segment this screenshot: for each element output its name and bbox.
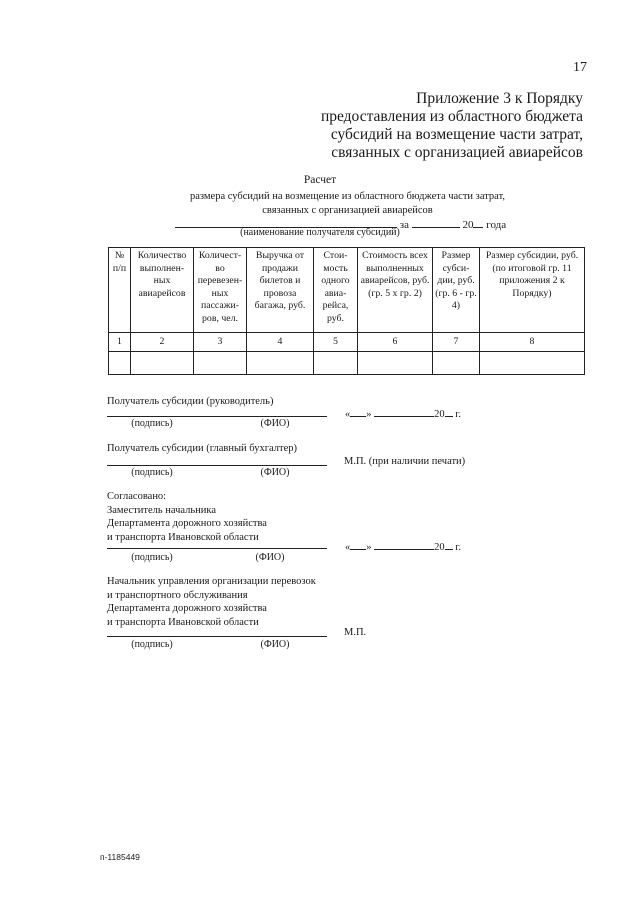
chief-position-line: Департамента дорожного хозяйства [107,603,267,614]
accountant-sign-caption: (подпись) [131,467,173,478]
chief-position-line: и транспортного обслуживания [107,589,248,601]
table-data-row [109,352,585,375]
table-header-cell: Выручка от продажи билетов и провоза багажа, руб. [247,248,314,333]
year-prefix: 20 [434,542,445,553]
column-number: 8 [480,333,585,352]
column-number: 6 [358,333,433,352]
year-prefix: 20 [462,219,474,231]
date-close-quote: » [366,409,372,420]
date-open-quote: « [345,409,351,420]
table-header-cell: Количество выполнен-ных авиарейсов [131,248,194,333]
head-fio-caption: (ФИО) [260,418,290,429]
column-number: 1 [109,333,131,352]
appendix-line: предоставления из областного бюджета [320,108,583,125]
head-signature-line [107,416,327,417]
document-code: п-1185449 [100,852,140,862]
table-cell [433,352,480,375]
agreed-date-field [345,538,461,555]
year-suffix: г. [455,542,461,553]
year-prefix: 20 [434,409,445,420]
chief-fio-caption: (ФИО) [260,639,290,650]
calc-subtitle-line: связанных с организацией авиарейсов [262,205,433,216]
agreed-signature-line [107,548,327,549]
chief-stamp-note: М.П. [344,627,367,638]
calculation-table [108,247,585,375]
agreed-fio-caption: (ФИО) [255,552,285,563]
column-number: 7 [433,333,480,352]
date-open-quote: « [345,542,351,553]
agreed-position-line: Заместитель начальника [107,504,217,516]
table-cell [358,352,433,375]
column-number: 3 [194,333,247,352]
table-header-cell: Размер субси-дии, руб. (гр. 6 - гр. 4) [433,248,480,333]
accountant-signatory-label: Получатель субсидии (главный бухгалтер) [107,443,297,454]
table-number-row [109,333,585,352]
appendix-heading [253,90,583,162]
chief-block [107,575,316,629]
column-number: 4 [247,333,314,352]
accountant-signature-line [107,465,327,466]
table-header-cell: Размер субсидии, руб. (по итоговой гр. 11 приложения 2 к Порядку) [480,248,585,333]
column-number: 2 [131,333,194,352]
accountant-stamp-note: М.П. (при наличии печати) [344,456,466,467]
page-number: 17 [573,60,587,75]
month-blank [374,405,434,417]
table-cell [194,352,247,375]
chief-signature-line [107,636,327,637]
table-cell [480,352,585,375]
table-header-cell: Стои-мость одного авиа-рейса, руб. [314,248,358,333]
table-cell [131,352,194,375]
head-date-field [345,405,461,422]
chief-position-line: и транспорта Ивановской области [107,616,259,628]
goda-label: года [486,219,507,231]
za-label: за [399,219,409,231]
calc-subtitle-line: размера субсидий на возмещение из областного бюджета части затрат, [189,191,505,202]
month-blank [374,538,434,550]
agreed-position-line: и транспорта Ивановской области [107,531,259,543]
agreed-sign-caption: (подпись) [131,552,173,563]
calc-title: Расчет [303,174,337,186]
table-header-row [109,248,585,333]
appendix-line: Приложение 3 к Порядку [416,90,583,107]
agreed-position-line: Департамента дорожного хозяйства [107,518,267,529]
accountant-fio-caption: (ФИО) [260,467,290,478]
calc-subtitle [160,190,535,218]
agreed-block [107,490,267,544]
year-blank [445,405,453,417]
table-cell [109,352,131,375]
year-blank [445,538,453,550]
table-header-cell: № п/п [109,248,131,333]
column-number: 5 [314,333,358,352]
table-header-cell: Количест-во перевезен-ных пассажи-ров, чел. [194,248,247,333]
chief-sign-caption: (подпись) [131,639,173,650]
table-cell [314,352,358,375]
day-blank [350,538,366,550]
chief-position-line: Начальник управления организации перевозок [107,576,316,587]
table-cell [247,352,314,375]
recipient-caption: (наименование получателя субсидий) [240,227,400,238]
table-header-cell: Стоимость всех выполненных авиарейсов, руб. (гр. 5 х гр. 2) [358,248,433,333]
agreed-title: Согласовано: [107,491,167,502]
head-sign-caption: (подпись) [131,418,173,429]
appendix-line: связанных с организацией авиарейсов [331,144,583,161]
appendix-line: субсидий на возмещение части затрат, [330,126,583,143]
head-signatory-label: Получатель субсидии (руководитель) [107,396,274,407]
date-close-quote: » [366,542,372,553]
day-blank [350,405,366,417]
year-suffix: г. [455,409,461,420]
